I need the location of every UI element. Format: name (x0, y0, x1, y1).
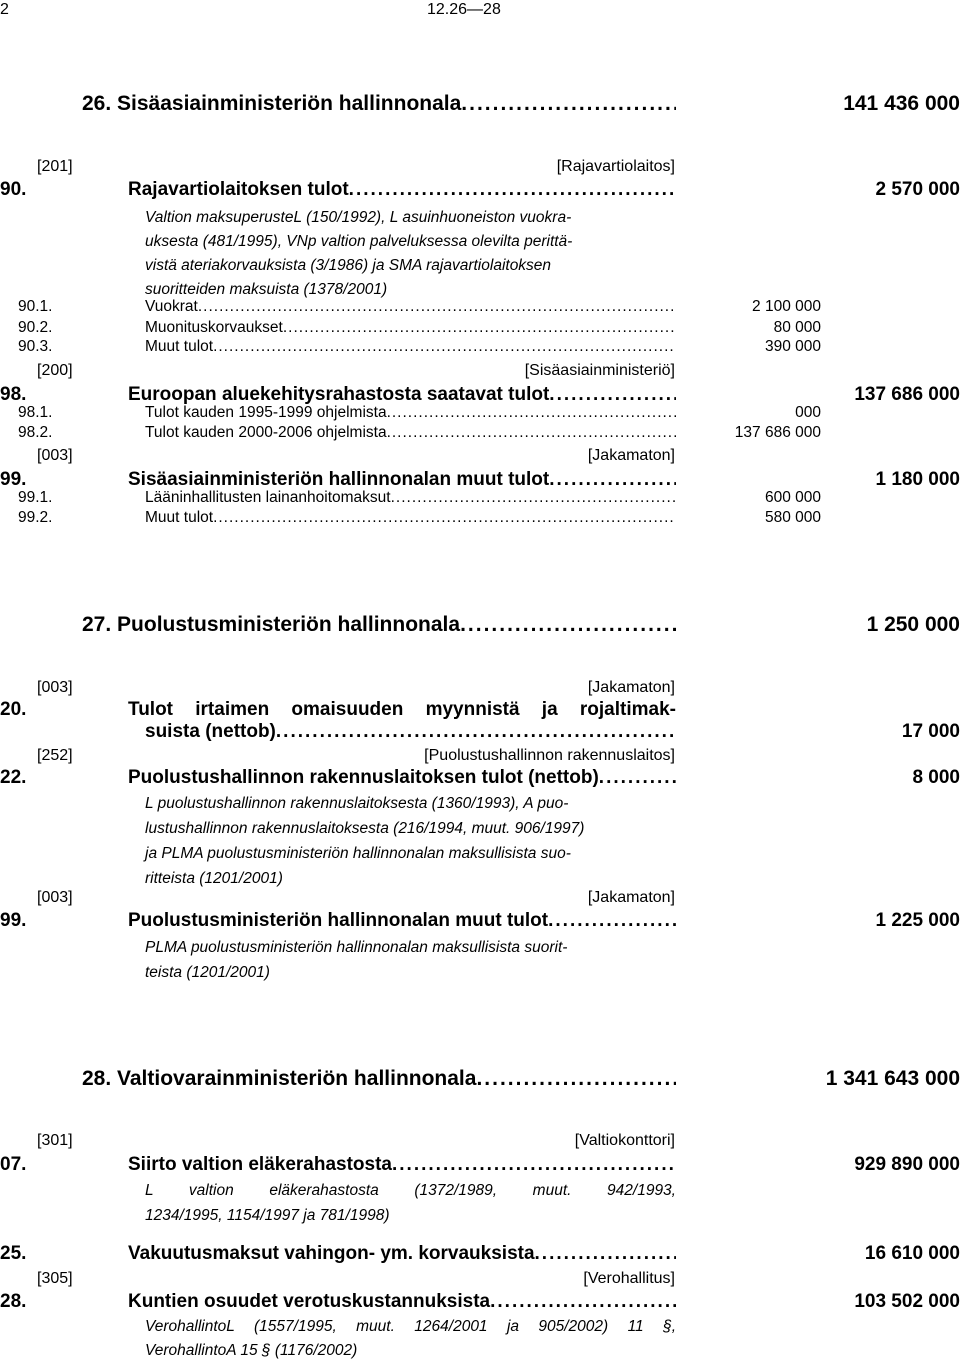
leader-dots (460, 614, 676, 635)
sub-number: 90.1. (18, 298, 53, 315)
note-line: uksesta (481/1995), VNp valtion palveluksessa olevilta perittä- (145, 233, 573, 250)
sub-amount: 580 000 (764, 509, 821, 526)
leader-dots (549, 385, 676, 404)
note-line: PLMA puolustusministeriön hallinnonalan maksullisista suorit- (145, 939, 568, 956)
item-heading (145, 722, 676, 741)
item-amount: 2 570 000 (875, 179, 960, 200)
section-amount: 1 250 000 (866, 613, 960, 636)
item-note (145, 1178, 676, 1228)
leader-dots (387, 405, 676, 421)
item-heading (128, 1244, 676, 1263)
item-code: [003] (37, 679, 73, 696)
sub-number: 99.2. (18, 509, 53, 526)
leader-dots (535, 1244, 676, 1263)
item-title: Kuntien osuudet verotuskustannuksista (128, 1292, 491, 1311)
note-line: suoritteiden maksuista (1378/2001) (145, 281, 388, 298)
leader-dots (391, 490, 676, 506)
sub-amount: 137 686 000 (734, 424, 821, 441)
sub-row (145, 490, 676, 506)
page-number: 2 (0, 1, 9, 18)
item-agency: [Sisäasiainministeriö] (524, 362, 675, 379)
note-line: ja PLMA puolustusministeriön hallinnonalan maksullisista suo- (145, 845, 571, 862)
item-number: 07. (0, 1154, 27, 1175)
leader-dots (276, 722, 676, 741)
item-number: 22. (0, 767, 27, 788)
leader-dots (387, 425, 676, 441)
section-amount: 1 341 643 000 (825, 1067, 960, 1090)
sub-number: 98.2. (18, 424, 53, 441)
sub-label: Muonituskorvaukset (145, 320, 283, 336)
item-amount: 103 502 000 (854, 1291, 960, 1312)
item-agency: [Rajavartiolaitos] (556, 158, 675, 175)
item-number: 25. (0, 1243, 27, 1264)
section-heading (82, 1068, 676, 1089)
sub-number: 98.1. (18, 404, 53, 421)
leader-dots (476, 1068, 676, 1089)
item-number: 20. (0, 699, 27, 720)
note-line: teista (1201/2001) (145, 964, 270, 981)
item-title: Tulot irtaimen omaisuuden myynnistä ja rojaltimak- (128, 699, 676, 720)
item-code: [003] (37, 889, 73, 906)
leader-dots (599, 768, 676, 787)
section-heading (82, 93, 676, 114)
leader-dots (549, 470, 676, 489)
item-agency: [Jakamaton] (587, 447, 675, 464)
item-number: 90. (0, 179, 27, 200)
leader-dots (548, 911, 676, 930)
sub-row (145, 425, 676, 441)
item-heading (128, 470, 676, 489)
sub-label: Tulot kauden 2000-2006 ohjelmista (145, 425, 387, 441)
item-title: Rajavartiolaitoksen tulot (128, 180, 349, 199)
item-heading (128, 911, 676, 930)
sub-number: 90.3. (18, 338, 53, 355)
section-title: 27. Puolustusministeriön hallinnonala (82, 614, 461, 635)
note-line: 1234/1995, 1154/1997 ja 781/1998) (145, 1207, 390, 1224)
item-note (145, 791, 676, 891)
item-agency: [Verohallitus] (583, 1270, 675, 1287)
leader-dots (490, 1292, 676, 1311)
note-line: ritteista (1201/2001) (145, 870, 283, 887)
item-agency: [Jakamaton] (587, 889, 675, 906)
item-note (145, 935, 676, 985)
leader-dots (213, 510, 676, 526)
leader-dots (349, 180, 676, 199)
item-title: Puolustusministeriön hallinnonalan muut tulot (128, 911, 549, 930)
sub-amount: 2 100 000 (752, 298, 821, 315)
note-line: VerohallintoA 15 § (1176/2002) (145, 1342, 358, 1359)
leader-dots (392, 1155, 676, 1174)
item-agency: [Puolustushallinnon rakennuslaitos] (424, 747, 675, 764)
item-number: 28. (0, 1291, 27, 1312)
item-heading (128, 385, 676, 404)
section-title: 26. Sisäasiainministeriön hallinnonala (82, 93, 462, 114)
leader-dots (198, 299, 676, 315)
sub-label: Tulot kauden 1995-1999 ohjelmista (145, 405, 387, 421)
item-code: [301] (37, 1132, 73, 1149)
page-date: 12.26—28 (427, 1, 501, 18)
leader-dots (283, 320, 676, 336)
leader-dots (213, 339, 676, 355)
item-number: 98. (0, 384, 27, 405)
note-line: lustushallinnon rakennuslaitoksesta (216/1994, muut. 906/1997) (145, 820, 585, 837)
item-number: 99. (0, 910, 27, 931)
item-note (145, 206, 676, 302)
item-code: [003] (37, 447, 73, 464)
item-title: Puolustushallinnon rakennuslaitoksen tulot (nettob) (128, 768, 599, 787)
note-line: L valtion eläkerahastosta (1372/1989, muut. 942/1993, (145, 1182, 676, 1199)
note-line: Valtion maksuperusteL (150/1992), L asuinhuoneiston vuokra- (145, 209, 572, 226)
sub-row (145, 320, 676, 336)
item-amount: 16 610 000 (864, 1243, 960, 1264)
sub-row (145, 510, 676, 526)
item-title-cont: suista (nettob) (145, 722, 276, 741)
note-line: VerohallintoL (1557/1995, muut. 1264/2001 ja 905/2002) 11 §, (145, 1318, 676, 1335)
item-code: [252] (37, 747, 73, 764)
sub-label: Vuokrat (145, 299, 198, 315)
item-amount: 929 890 000 (854, 1154, 960, 1175)
sub-amount: 80 000 (773, 319, 821, 336)
item-number: 99. (0, 469, 27, 490)
section-heading (82, 614, 676, 635)
item-code: [201] (37, 158, 73, 175)
sub-row (145, 405, 676, 421)
item-code: [200] (37, 362, 73, 379)
item-heading (128, 180, 676, 199)
item-agency: [Jakamaton] (587, 679, 675, 696)
item-code: [305] (37, 1270, 73, 1287)
section-title: 28. Valtiovarainministeriön hallinnonala (82, 1068, 477, 1089)
sub-number: 99.1. (18, 489, 53, 506)
item-heading (128, 1292, 676, 1311)
sub-row (145, 339, 676, 355)
item-amount: 137 686 000 (854, 384, 960, 405)
sub-label: Muut tulot (145, 339, 214, 355)
item-amount: 8 000 (912, 767, 960, 788)
item-note (145, 1315, 676, 1363)
sub-amount: 390 000 (764, 338, 821, 355)
item-heading (128, 768, 676, 787)
item-agency: [Valtiokonttori] (574, 1132, 675, 1149)
item-amount: 1 180 000 (875, 469, 960, 490)
item-title: Siirto valtion eläkerahastosta (128, 1155, 392, 1174)
leader-dots (461, 93, 676, 114)
sub-label: Muut tulot (145, 510, 214, 526)
note-line: L puolustushallinnon rakennuslaitoksesta (1360/1993), A puo- (145, 795, 569, 812)
sub-row (145, 299, 676, 315)
sub-label: Lääninhallitusten lainanhoitomaksut (145, 490, 391, 506)
sub-amount: 000 (795, 404, 821, 421)
item-title: Sisäasiainministeriön hallinnonalan muut tulot (128, 470, 550, 489)
section-amount: 141 436 000 (843, 92, 960, 115)
item-amount: 1 225 000 (875, 910, 960, 931)
item-title: Euroopan aluekehitysrahastosta saatavat tulot (128, 385, 550, 404)
sub-number: 90.2. (18, 319, 53, 336)
item-amount: 17 000 (901, 721, 960, 742)
note-line: vistä ateriakorvauksista (3/1986) ja SMA rajavartiolaitoksen (145, 257, 552, 274)
item-heading (128, 1155, 676, 1174)
item-title: Vakuutusmaksut vahingon- ym. korvauksista (128, 1244, 535, 1263)
sub-amount: 600 000 (764, 489, 821, 506)
